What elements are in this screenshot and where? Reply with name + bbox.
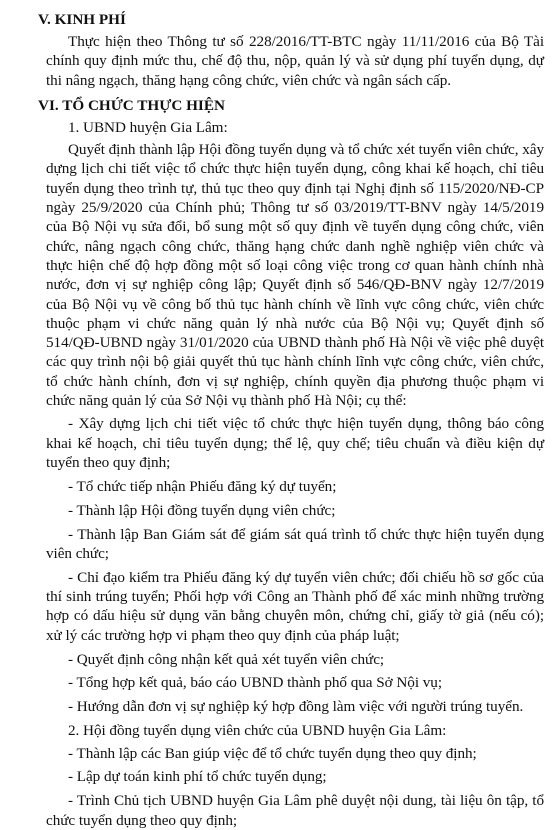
list-item: - Thành lập các Ban giúp việc để tổ chức tuyển dụng theo quy định; bbox=[68, 744, 477, 762]
list-item: - Xây dựng lịch chi tiết việc tổ chức thực hiện tuyển dụng, thông báo công khai kế hoạch, chỉ tiêu tuyển dụng; thể lệ, quy chế; tiêu chuẩn và điều kiện dự tuyển theo quy định; bbox=[46, 415, 544, 471]
subsection-title-district: 1. UBND huyện Gia Lâm: bbox=[68, 118, 228, 136]
list-item: - Tổng hợp kết quả, báo cáo UBND thành phố qua Sở Nội vụ; bbox=[68, 674, 443, 692]
list-item: - Tổ chức tiếp nhận Phiếu đăng ký dự tuyển; bbox=[68, 477, 337, 495]
list-item: - Trình Chủ tịch UBND huyện Gia Lâm phê duyệt nội dung, tài liệu ôn tập, tổ chức tuyển dụng theo quy định; bbox=[46, 792, 544, 829]
list-item: - Quyết định công nhận kết quả xét tuyển viên chức; bbox=[68, 650, 385, 668]
subsection-title-council: 2. Hội đồng tuyển dụng viên chức của UBND huyện Gia Lâm: bbox=[68, 722, 447, 740]
list-item: - Lập dự toán kinh phí tổ chức tuyển dụng; bbox=[68, 768, 327, 786]
section-heading-organization: VI. TỔ CHỨC THỰC HIỆN bbox=[38, 96, 225, 114]
list-item: - Chỉ đạo kiểm tra Phiếu đăng ký dự tuyển viên chức; đối chiếu hồ sơ gốc của thí sinh trúng tuyển; Phối hợp với Công an Thành phố để xác minh những trường hợp có dấu hiệu sử dụng văn bằng chuyên môn, chứng chỉ, giấy tờ giả (nếu có); xử lý các trường hợp vi phạm theo quy định của pháp luật; bbox=[46, 568, 544, 644]
section-heading-budget: V. KINH PHÍ bbox=[38, 11, 126, 28]
list-item: - Thành lập Ban Giám sát để giám sát quá trình tổ chức thực hiện tuyển dụng viên chức; bbox=[46, 525, 544, 562]
district-intro-paragraph: Quyết định thành lập Hội đồng tuyển dụng và tổ chức xét tuyển viên chức, xây dựng lịch chi tiết việc tổ chức thực hiện tuyển dụng, công khai kế hoạch, chỉ tiêu tuyển dụng theo trình tự, thủ tục theo quy định tại Nghị định số 115/2020/NĐ-CP ngày 25/9/2020 của Chính phủ; Thông tư số 03/2019/TT-BNV ngày 14/5/2019 của Bộ Nội vụ sửa đổi, bổ sung một số quy định về tuyển dụng công chức, viên chức, nâng ngạch công chức, thăng hạng chức danh nghề nghiệp viên chức và thực hiện chế độ hợp đồng một số loại công việc trong cơ quan hành chính nhà nước, đơn vị sự nghiệp công lập; Quyết định số 546/QĐ-BNV ngày 12/7/2019 của Bộ Nội vụ về công bố thủ tục hành chính về lĩnh vực công chức, viên chức thuộc phạm vi chức năng quản lý nhà nước của Bộ Nội vụ; Quyết định số 514/QĐ-UBND ngày 31/01/2020 của UBND thành phố Hà Nội về việc phê duyệt các quy trình nội bộ giải quyết thủ tục hành chính lĩnh vực công chức, viên chức, tổ chức hành chính, đơn vị sự nghiệp, chính quyền địa phương thuộc phạm vi chức năng quản lý của Sở Nội vụ thành phố Hà Nội; cụ thể: bbox=[46, 141, 544, 410]
district-task-list bbox=[46, 414, 544, 716]
list-item: - Hướng dẫn đơn vị sự nghiệp ký hợp đồng làm việc với người trúng tuyển. bbox=[68, 698, 524, 716]
council-task-list bbox=[46, 744, 544, 830]
budget-paragraph: Thực hiện theo Thông tư số 228/2016/TT-BTC ngày 11/11/2016 của Bộ Tài chính quy định mức thu, chế độ thu, nộp, quản lý và sử dụng phí tuyển dụng, dự thi nâng ngạch, thăng hạng công chức, viên chức và ngân sách cấp. bbox=[46, 33, 544, 89]
list-item: - Thành lập Hội đồng tuyển dụng viên chức; bbox=[68, 501, 336, 519]
